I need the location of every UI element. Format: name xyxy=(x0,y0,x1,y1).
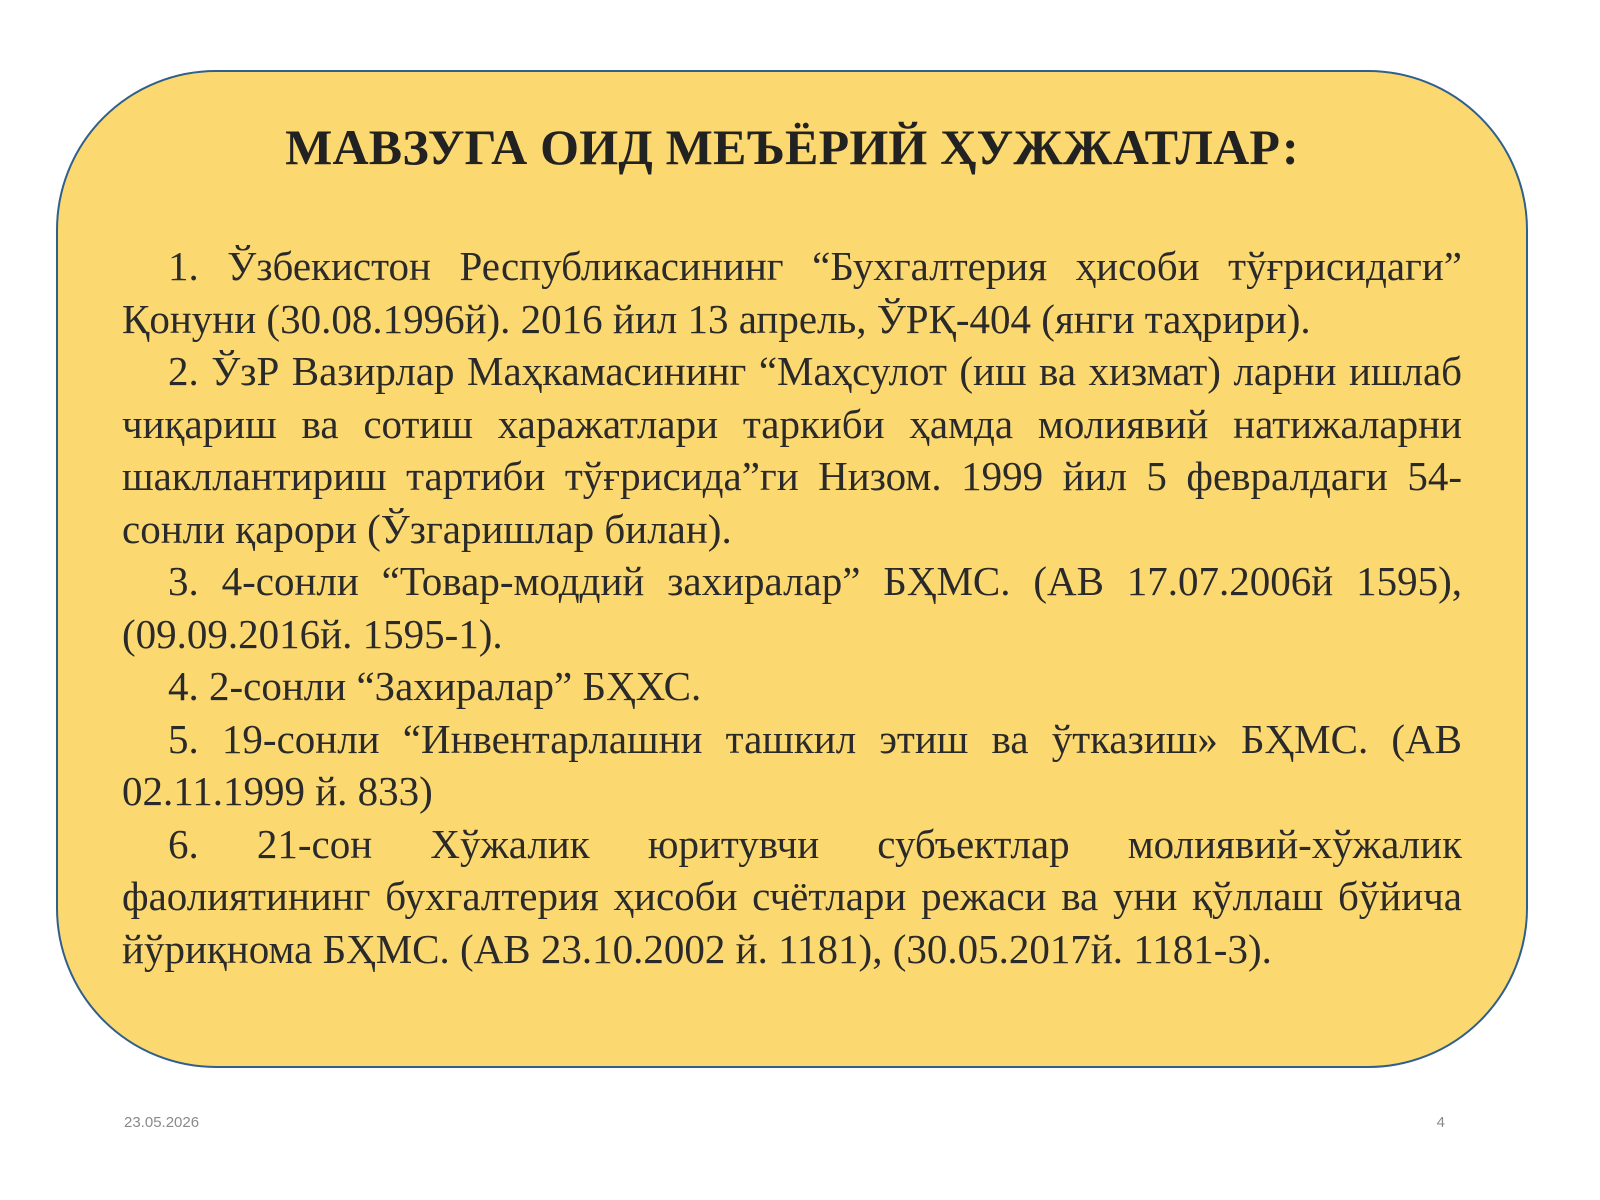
document-item-3: 3. 4-сонли “Товар-моддий захиралар” БҲМС. (АВ 17.07.2006й 1595), (09.09.2016й. 1595-1). xyxy=(122,558,1462,657)
document-list xyxy=(122,240,1462,975)
document-item-1: 1. Ўзбекистон Республикасининг “Бухгалтерия ҳисоби тўғрисидаги” Қонуни (30.08.1996й). 2016 йил 13 апрель, ЎРҚ-404 (янги таҳрири). xyxy=(122,243,1462,342)
document-item-6: 6. 21-сон Хўжалик юритувчи субъектлар молиявий-хўжалик фаолиятининг бухгалтерия ҳисоби счётлари режаси ва уни қўллаш бўйича йўриқнома БҲМС. (АВ 23.10.2002 й. 1181), (30.05.2017й. 1181-3). xyxy=(122,820,1462,972)
content-card xyxy=(56,70,1528,1068)
footer-date: 23.05.2026 xyxy=(124,1114,200,1131)
document-item-4: 4. 2-сонли “Захиралар” БҲХС. xyxy=(168,663,702,709)
page-number: 4 xyxy=(1436,1114,1445,1131)
document-item-5: 5. 19-сонли “Инвентарлашни ташкил этиш ва ўтказиш» БҲМС. (АВ 02.11.1999 й. 833) xyxy=(122,715,1462,814)
slide-title: МАВЗУГА ОИД МЕЪЁРИЙ ҲУЖЖАТЛАР: xyxy=(285,119,1299,175)
document-item-2: 2. ЎзР Вазирлар Маҳкамасининг “Маҳсулот (иш ва хизмат) ларни ишлаб чиқариш ва сотиш харажатлари таркиби ҳамда молиявий натижаларни шакллантириш тартиби тўғрисида”ги Низом. 1999 йил 5 февралдаги 54-сонли қарори (Ўзгаришлар билан). xyxy=(122,348,1462,552)
